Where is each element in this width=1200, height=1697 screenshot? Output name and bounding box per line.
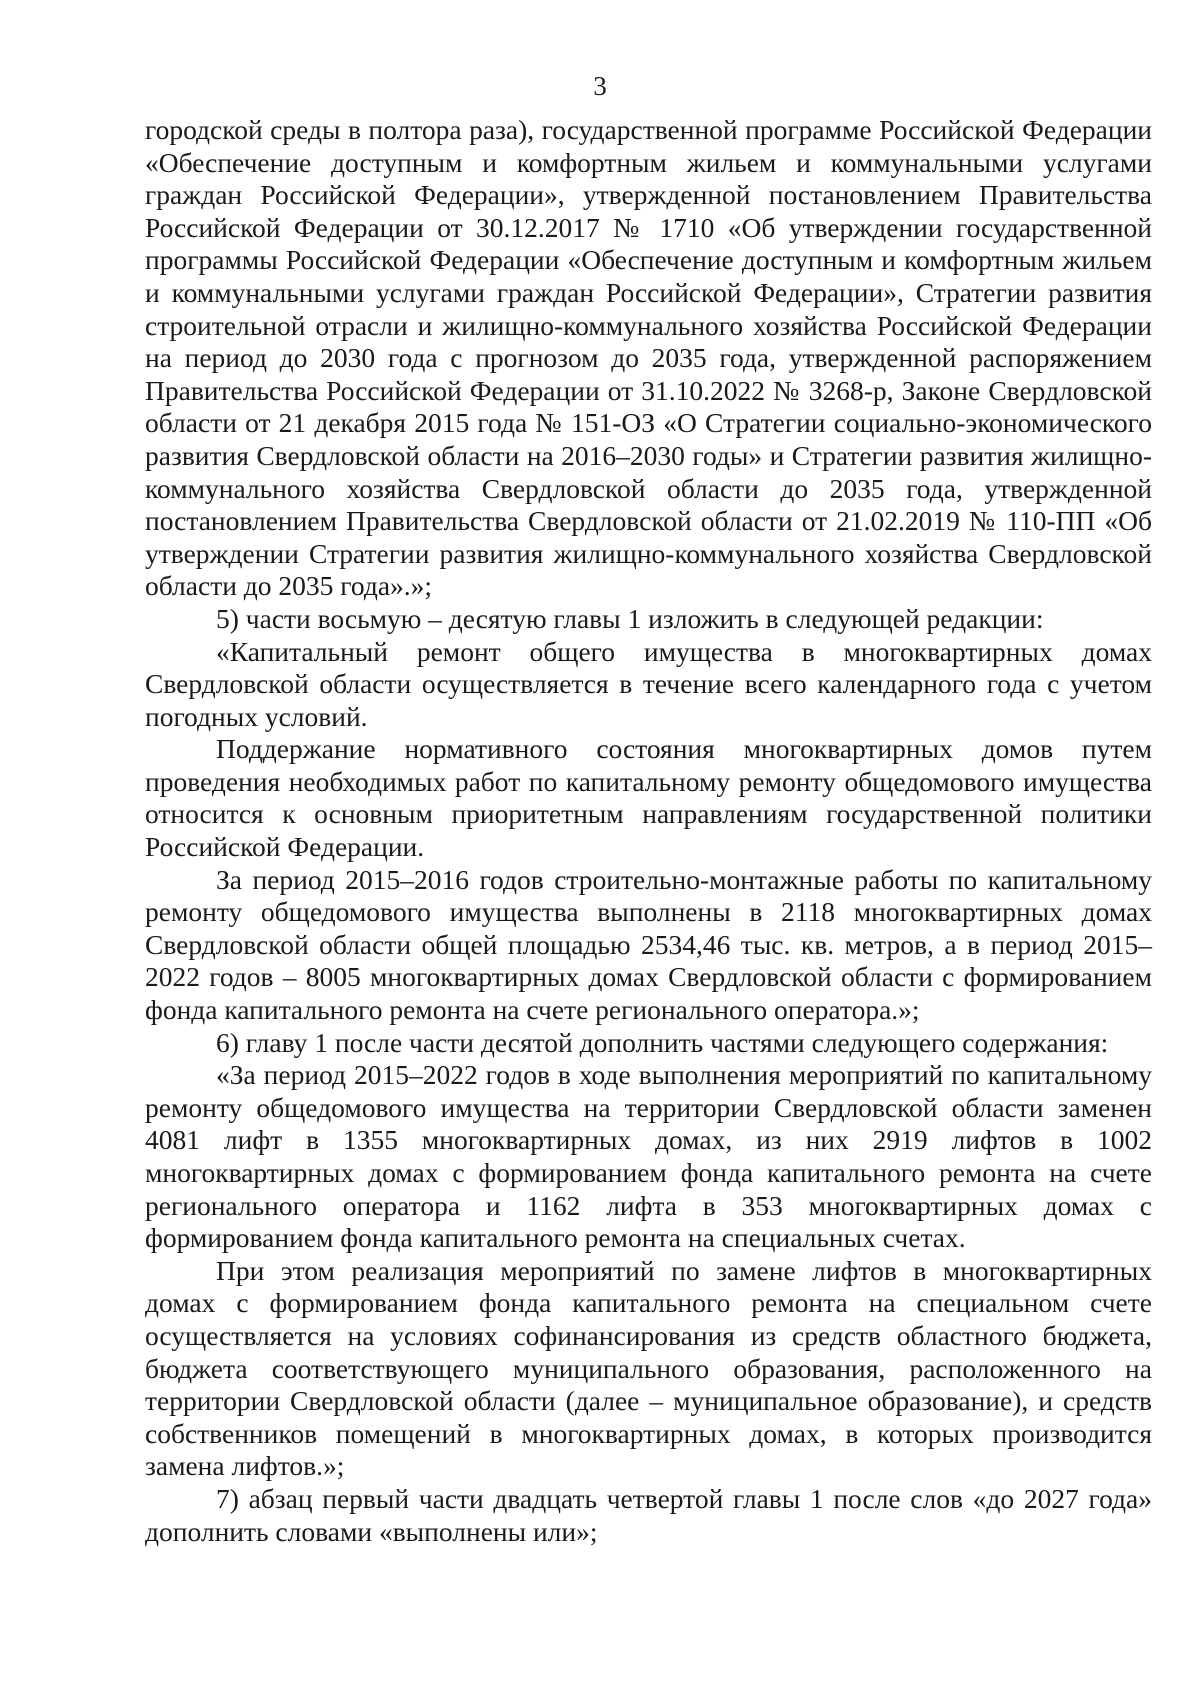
paragraph: 6) главу 1 после части десятой дополнить частями следующего содержания: — [216, 1026, 1109, 1058]
paragraph: 7) абзац первый части двадцать четвертой главы 1 после слов «до 2027 года» дополнить словами «выполнены или»; — [145, 1482, 1152, 1547]
paragraph: городской среды в полтора раза), государственной программе Российской Федерации «Обеспечение доступным и комфортным жильем и коммунальными услугами граждан Российской Федерации», утвержденной постановлением Правительства Российской Федерации от 30.12.2017 № 1710 «Об утверждении государственной программы Российской Федерации «Обеспечение доступным и комфортным жильем и коммунальными услугами граждан Российской Федерации», Стратегии развития строительной отрасли и жилищно-коммунального хозяйства Российской Федерации на период до 2030 года с прогнозом до 2035 года, утвержденной распоряжением Правительства Российской Федерации от 31.10.2022 № 3268-р, Законе Свердловской области от 21 декабря 2015 года № 151-ОЗ «О Стратегии социально-экономического развития Свердловской области на 2016–2030 годы» и Стратегии развития жилищно-коммунального хозяйства Свердловской области до 2035 года, утвержденной постановлением Правительства Свердловской области от 21.02.2019 № 110-ПП «Об утверждении Стратегии развития жилищно-коммунального хозяйства Свердловской области до 2035 года».»; — [145, 114, 1152, 602]
document-body — [145, 114, 1152, 1548]
page-number: 3 — [593, 71, 607, 101]
paragraph: 5) части восьмую – десятую главы 1 изложить в следующей редакции: — [216, 602, 1044, 634]
paragraph: «Капитальный ремонт общего имущества в многоквартирных домах Свердловской области осуществляется в течение всего календарного года с учетом погодных условий. — [145, 635, 1152, 732]
paragraph: «За период 2015–2022 годов в ходе выполнения мероприятий по капитальному ремонту общедомового имущества на территории Свердловской области заменен 4081 лифт в 1355 многоквартирных домах, из них 2919 лифтов в 1002 многоквартирных домах с формированием фонда капитального ремонта на счете регионального оператора и 1162 лифта в 353 многоквартирных домах с формированием фонда капитального ремонта на специальных счетах. — [145, 1059, 1152, 1254]
paragraph: При этом реализация мероприятий по замене лифтов в многоквартирных домах с формированием фонда капитального ремонта на специальном счете осуществляется на условиях софинансирования из средств областного бюджета, бюджета соответствующего муниципального образования, расположенного на территории Свердловской области (далее – муниципальное образование), и средств собственников помещений в многоквартирных домах, в которых производится замена лифтов.»; — [145, 1254, 1152, 1482]
paragraph: За период 2015–2016 годов строительно-монтажные работы по капитальному ремонту общедомового имущества выполнены в 2118 многоквартирных домах Свердловской области общей площадью 2534,46 тыс. кв. метров, а в период 2015–2022 годов – 8005 многоквартирных домах Свердловской области с формированием фонда капитального ремонта на счете регионального оператора.»; — [145, 863, 1152, 1026]
paragraph: Поддержание нормативного состояния многоквартирных домов путем проведения необходимых работ по капитальному ремонту общедомового имущества относится к основным приоритетным направлениям государственной политики Российской Федерации. — [145, 733, 1152, 863]
